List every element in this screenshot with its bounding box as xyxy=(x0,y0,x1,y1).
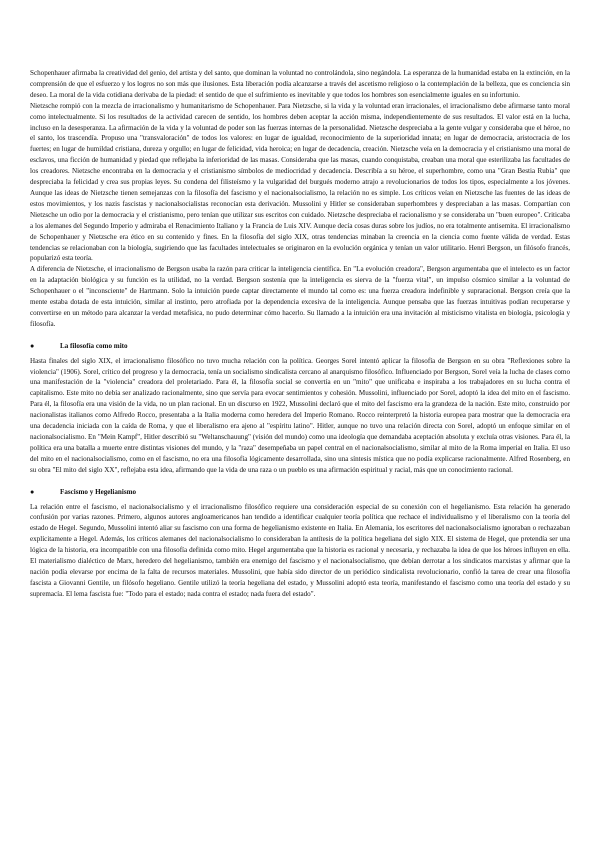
section-heading-myth xyxy=(30,341,570,352)
intro-paragraph-nietzsche: Nietzsche rompió con la mezcla de irracionalismo y humanitarismo de Schopenhauer. Para Nietzsche, si la vida y la voluntad eran irracionales, el irracionalismo debe afirmarse tanto moral como intelectualmente. Si los resultados de la actividad carecen de sentido, los hombres deben aceptar la acción misma, independientemente de sus resultados. El valor está en la lucha, incluso en la desesperanza. La afirmación de la vida y la voluntad de poder son las fuerzas internas de la personalidad. Nietzsche despreciaba a la gente vulgar y consideraba que el héroe, no el santo, los trascendía. Propuso una "transvaloración" de todos los valores: en lugar de igualdad, reconocimiento de la superioridad innata; en lugar de democracia, aristocracia de los fuertes; en lugar de humildad cristiana, dureza y orgullo; en lugar de felicidad, vida heroica; en lugar de decadencia, creación. Nietzsche veía en la democracia y el cristianismo una moral de esclavos, una ficción de humanidad y piedad que reflejaba la inferioridad de las masas. Consideraba que las masas, cuando conquistaba, creaban una moral que esterilizaba las facultades de los creadores. Nietzsche encontraba en la democracia y el cristianismo símbolos de mediocridad y decadencia. Describía a su héroe, el superhombre, como una "Gran Bestia Rubia" que despreciaba la felicidad y crea sus propias leyes. Su condena del filisteísmo y la vulgaridad del burgués moderno atrajo a revolucionarios de todos los tipos, especialmente a los jóvenes. Aunque las ideas de Nietzsche tienen semejanzas con la filosofía del fascismo y el nacionalsocialismo, la relación no es simple. Los críticos veían en Nietzsche las fuentes de las ideas de estos movimientos, y los nazis fascistas y nacionalsocialistas reconocían esta derivación. Mussolini y Hitler se consideraban superhombres y despreciaban a las masas. Compartían con Nietzsche un odio por la democracia y el cristianismo, pero tenían que utilizar sus escritos con cuidado. Nietzsche despreciaba el racionalismo y se consideraba un "buen europeo". Criticaba a los alemanes del Segundo Imperio y admiraba el Renacimiento Italiano y la Francia de Luis XIV. Aunque decía cosas duras sobre los judíos, no era totalmente antisemita. El irracionalismo de Schopenhauer y Nietzsche era ético en su contenido y fines. En la filosofía del siglo XIX, otras tendencias minaban la creencia en la ciencia como fuente válida de verdad. Estas tendencias se relacionaban con la biología, sugiriendo que las facultades intelectuales se originaron en la evolución orgánica y tenían un valor utilitario. Henri Bergson, un filósofo francés, popularizó esta teoría. xyxy=(30,101,570,263)
hegel-paragraph: La relación entre el fascismo, el nacionalsocialismo y el irracionalismo filosófico requiere una consideración especial de su conexión con el hegelianismo. Esta relación ha generado confusión por varias razones. Primero, algunos autores angloamericanos han tendido a identificar cualquier teoría política que rechace el individualismo y el liberalismo con la teoría del estado de Hegel. Segundo, Mussolini intentó aliar su fascismo con una forma de hegelianismo existente en Italia. En Alemania, los escritores del nacionalsocialismo ignoraban o rechazaban explícitamente a Hegel. Además, los críticos alemanes del nacionalsocialismo lo consideraban la antítesis de la política hegeliana del siglo XIX. El sistema de Hegel, que pretendía ser una lógica de la historia, era incompatible con una filosofía definida como mito. Hegel argumentaba que la historia es racional y necesaria, y rechazaba la idea de que los héroes influyen en ella. El materialismo dialéctico de Marx, heredero del hegelianismo, también era enemigo del fascismo y el nacionalsocialismo, que debían derrotar a los sindicatos marxistas y afirmar que la nación podía elevarse por encima de la falta de recursos materiales. Mussolini, que había sido director de un periódico sindicalista revolucionario, confió la tarea de crear una filosofía fascista a Giovanni Gentile, un filósofo hegeliano. Gentile utilizó la teoría hegeliana del estado, y Mussolini adoptó esta teoría, manifestando el fascismo como una teoría del estado y su supremacía. El lema fascista fue: "Todo para el estado; nada contra el estado; nada fuera del estado". xyxy=(30,502,570,598)
document-page xyxy=(30,68,570,600)
myth-paragraph: Hasta finales del siglo XIX, el irracionalismo filosófico no tuvo mucha relación con la política. Georges Sorel intentó aplicar la filosofía de Bergson en su obra "Reflexiones sobre la violencia" (1906). Sorel, crítico del progreso y la democracia, tenía un socialismo sindicalista cercano al anarquismo filosófico. Influenciado por Bergson, Sorel veía la lucha de clases como una manifestación de la "violencia" creadora del proletariado. Para él, la filosofía social se convertía en un "mito" que unificaba e inspiraba a los trabajadores en su lucha contra el capitalismo. Este mito no debía ser analizado racionalmente, sino que servía para evocar sentimientos y cohesión. Mussolini, influenciado por Sorel, adoptó la idea del mito en el fascismo. Para él, la filosofía era una visión de la vida, no un plan racional. En un discurso en 1922, Mussolini declaró que el mito del fascismo era la grandeza de la nación. Este mito, construido por nacionalistas italianos como Alfredo Rocco, presentaba a la Italia moderna como heredera del Imperio Romano. Rocco reinterpretó la historia europea para mostrar que la democracia era una decadencia iniciada con la caída de Roma, y que el liberalismo era ajeno al "espíritu latino". Hitler, aunque no tuvo una relación directa con Sorel, adoptó un enfoque similar en el nacionalsocialismo. En "Mein Kampf", Hitler describió su "Weltanschauung" (visión del mundo) como una ideología que demandaba aceptación absoluta y excluía otras visiones. Para él, la política era una batalla a muerte entre distintas visiones del mundo, y la "raza" desempeñaba un papel central en el nacionalsocialismo, similar al mito de la Roma imperial en Italia. El uso del mito en el nacionalsocialismo, como en el fascismo, no era una filosofía lógicamente desarrollada, sino una síntesis mística que no podía explicarse racionalmente. Alfred Rosenberg, en su obra "El mito del siglo XX", reflejaba esta idea, afirmando que la vida de una raza o un pueblo es una afirmación espiritual y racial, más que un conocimiento racional. xyxy=(30,356,570,474)
section-spacer xyxy=(30,330,570,341)
bullet-icon: ● xyxy=(30,341,35,350)
section-title: Fascismo y Hegelianismo xyxy=(60,487,137,496)
intro-paragraph-bergson: A diferencia de Nietzsche, el irracionalismo de Bergson usaba la razón para criticar la inteligencia científica. En "La evolución creadora", Bergson argumentaba que el intelecto es un factor en la adaptación biológica y su función es la utilidad, no la verdad. Bergson sostenía que la inteligencia es sierva de la "fuerza vital", un impulso cósmico similar a la voluntad de Schopenhauer o el "inconsciente" de Hartmann. Solo la intuición puede captar directamente el mundo tal como es: una fuerza creadora indefinible y supraracional. Bergson creía que la mente estaba dotada de esta intuición, similar al instinto, pero atrofiada por la dependencia excesiva de la inteligencia. Aunque pensaba que las fuerzas intuitivas podían recuperarse y convertirse en un método para alcanzar la verdad metafísica, no pudo determinar cómo hacerlo. Su llamado a la intuición era una invitación al misticismo vitalista en biología, psicología y filosofía. xyxy=(30,265,570,328)
section-heading-hegel xyxy=(30,487,570,498)
intro-paragraph-schopenhauer: Schopenhauer afirmaba la creatividad del genio, del artista y del santo, que dominan la voluntad no controlándola, sino negándola. La esperanza de la humanidad estaba en la extinción, en la comprensión de que el esfuerzo y los logros no son más que ilusiones. Esta liberación podía alcanzarse a través del ascetismo religioso o la contemplación de la belleza, que es conciencia sin deseo. La moral de la vida cotidiana derivaba de la piedad: el sentido de que el sufrimiento es inevitable y que todos los hombres son esencialmente iguales en su infortunio. xyxy=(30,69,570,99)
section-spacer xyxy=(30,476,570,487)
bullet-icon: ● xyxy=(30,487,35,496)
section-title: La filosofía como mito xyxy=(60,341,128,350)
